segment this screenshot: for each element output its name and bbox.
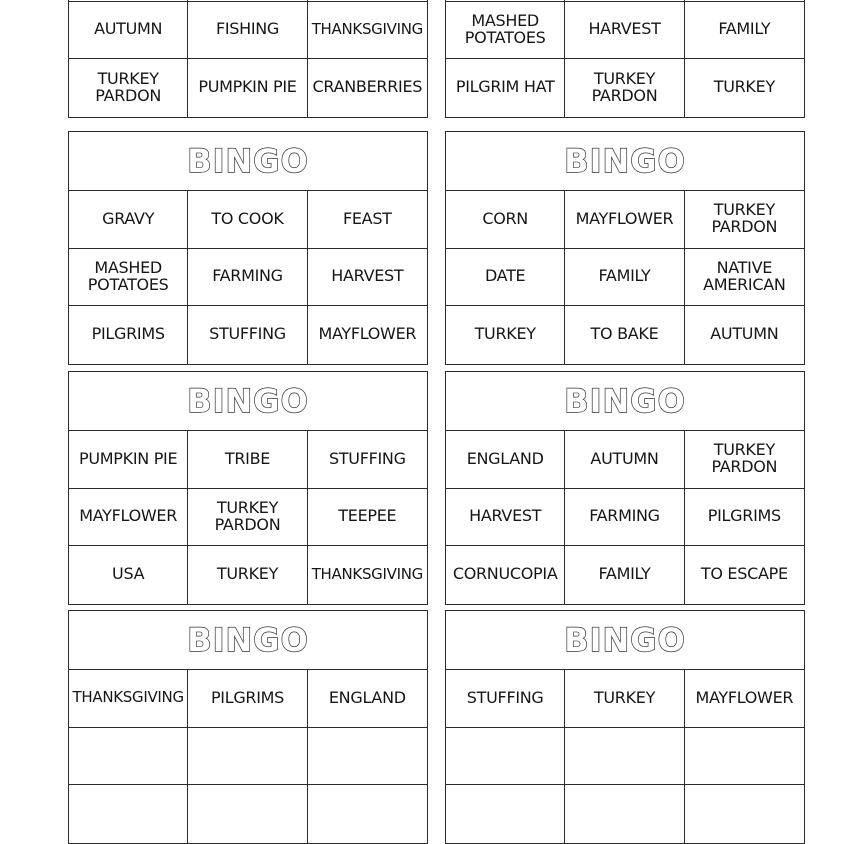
bingo-cell: PILGRIMS	[69, 306, 188, 364]
bingo-cell	[188, 785, 307, 843]
bingo-cell	[69, 785, 188, 843]
bingo-grid	[446, 431, 804, 604]
bingo-cell: ENGLAND	[446, 431, 565, 489]
bingo-cell: PILGRIMS	[685, 489, 804, 547]
bingo-card	[68, 0, 428, 118]
bingo-cell: TURKEY	[713, 77, 775, 97]
bingo-cell: STUFFING	[188, 306, 307, 364]
bingo-card	[445, 610, 805, 844]
bingo-cell	[308, 785, 427, 843]
bingo-cell: TURKEY PARDON	[685, 431, 804, 489]
bingo-cell: THANKSGIVING	[69, 670, 188, 728]
bingo-title: BINGO	[564, 142, 686, 180]
bingo-cell: FAMILY	[565, 249, 684, 307]
bingo-grid	[69, 0, 427, 117]
bingo-cell: CRANBERRIES	[312, 77, 423, 97]
bingo-card	[68, 610, 428, 844]
bingo-card	[68, 131, 428, 365]
bingo-cell: GRAVY	[69, 191, 188, 249]
bingo-cell: TURKEY	[188, 546, 307, 604]
bingo-title: BINGO	[564, 382, 686, 420]
bingo-card-header	[446, 372, 804, 431]
bingo-cell: THANKSGIVING	[308, 2, 427, 60]
bingo-cell: CORNUCOPIA	[446, 546, 565, 604]
bingo-cell: MAYFLOWER	[565, 191, 684, 249]
bingo-cell	[685, 785, 804, 843]
bingo-cell	[685, 728, 804, 786]
bingo-cell: FEAST	[308, 191, 427, 249]
bingo-cell: FISHING	[188, 2, 307, 60]
bingo-cell	[565, 785, 684, 843]
bingo-cell	[565, 728, 684, 786]
bingo-cell: TURKEY	[446, 306, 565, 364]
bingo-title: BINGO	[187, 142, 309, 180]
bingo-cell: PUMPKIN PIE	[69, 431, 188, 489]
bingo-cell: PILGRIM HAT	[446, 59, 565, 117]
bingo-card	[445, 371, 805, 605]
bingo-title: BINGO	[564, 621, 686, 659]
bingo-cell: CORN	[446, 191, 565, 249]
bingo-card	[445, 131, 805, 365]
bingo-cell: PILGRIMS	[188, 670, 307, 728]
bingo-cell: ENGLAND	[308, 670, 427, 728]
bingo-cell: FARMING	[188, 249, 307, 307]
bingo-card-header	[69, 611, 427, 670]
bingo-card-header	[69, 372, 427, 431]
bingo-cell: AUTUMN	[69, 2, 188, 60]
bingo-grid	[69, 431, 427, 604]
bingo-cell	[188, 728, 307, 786]
bingo-cell: NATIVE AMERICAN	[685, 249, 804, 307]
bingo-cell: THANKSGIVING	[311, 564, 423, 583]
bingo-cell: PUMPKIN PIE	[188, 59, 307, 117]
bingo-cell: MAYFLOWER	[318, 324, 417, 344]
bingo-cell: HARVEST	[308, 249, 427, 307]
bingo-cell	[308, 728, 427, 786]
bingo-cell: AUTUMN	[710, 324, 779, 344]
bingo-grid	[446, 670, 804, 843]
bingo-card	[445, 0, 805, 118]
bingo-cell: TURKEY PARDON	[685, 191, 804, 249]
bingo-cell: TEEPEE	[308, 489, 427, 547]
bingo-card-header	[446, 132, 804, 191]
bingo-title: BINGO	[187, 382, 309, 420]
bingo-cell: MASHED POTATOES	[69, 249, 188, 307]
bingo-cell: TO COOK	[188, 191, 307, 249]
bingo-grid	[446, 0, 804, 117]
bingo-cell: TO ESCAPE	[700, 564, 788, 584]
bingo-cell: STUFFING	[308, 431, 427, 489]
bingo-cell: TURKEY PARDON	[188, 489, 307, 547]
bingo-grid	[69, 191, 427, 364]
bingo-cell: TURKEY PARDON	[565, 59, 684, 117]
bingo-cell: MASHED POTATOES	[446, 2, 565, 60]
bingo-cell: TURKEY PARDON	[69, 59, 188, 117]
bingo-cell: FARMING	[565, 489, 684, 547]
bingo-cell: TURKEY	[565, 670, 684, 728]
bingo-grid	[446, 191, 804, 364]
bingo-cell: AUTUMN	[565, 431, 684, 489]
bingo-cell: MAYFLOWER	[685, 670, 804, 728]
bingo-grid	[69, 670, 427, 843]
bingo-cell	[446, 785, 565, 843]
bingo-title: BINGO	[187, 621, 309, 659]
bingo-cell: USA	[69, 546, 188, 604]
bingo-card-header	[446, 611, 804, 670]
bingo-card	[68, 371, 428, 605]
bingo-cell	[69, 728, 188, 786]
bingo-cell: TRIBE	[188, 431, 307, 489]
bingo-cell: MAYFLOWER	[69, 489, 188, 547]
bingo-cell: STUFFING	[446, 670, 565, 728]
bingo-cell: TO BAKE	[565, 306, 684, 364]
bingo-cell: FAMILY	[685, 2, 804, 60]
bingo-cell: FAMILY	[565, 546, 684, 604]
bingo-card-header	[69, 132, 427, 191]
bingo-cell: HARVEST	[565, 2, 684, 60]
bingo-cell: DATE	[446, 249, 565, 307]
bingo-cell: HARVEST	[446, 489, 565, 547]
bingo-cell	[446, 728, 565, 786]
